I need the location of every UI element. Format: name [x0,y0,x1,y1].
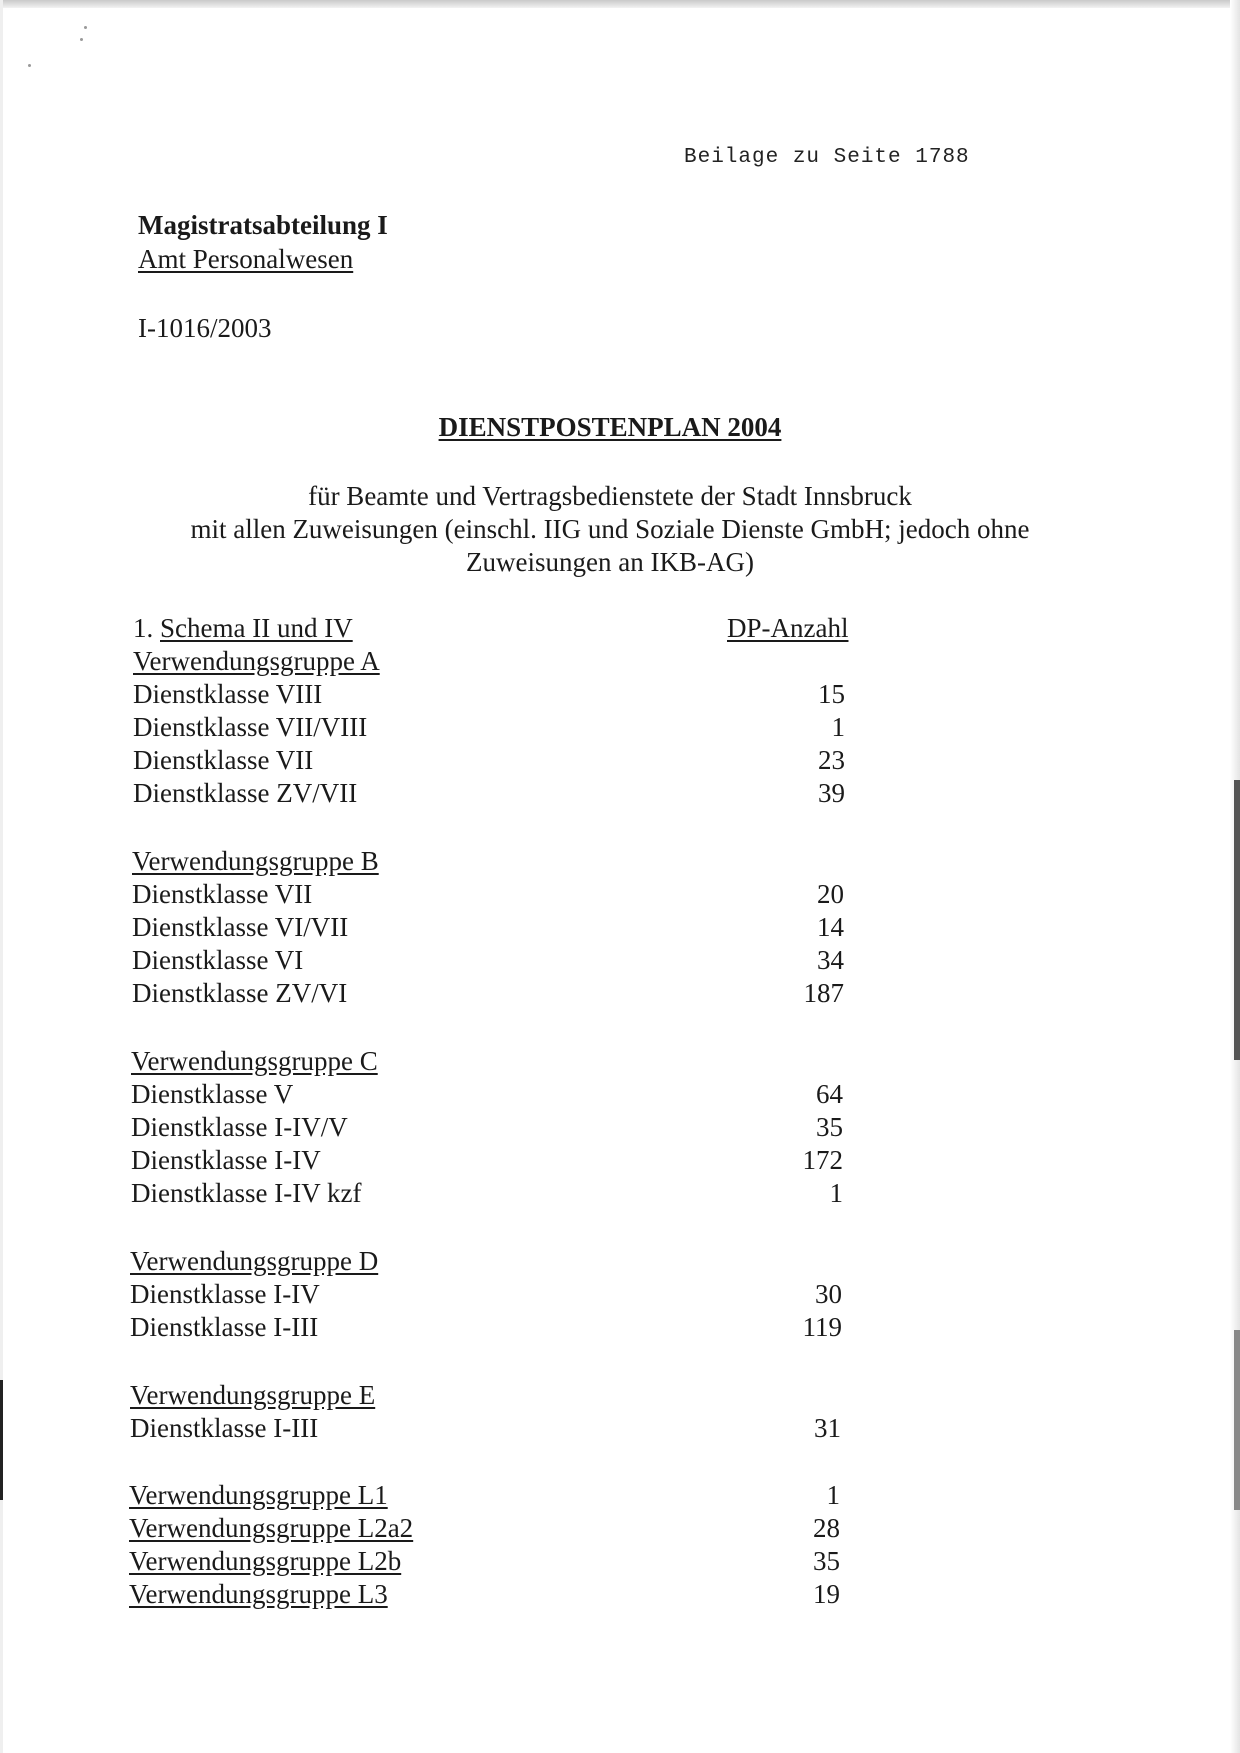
table-row [0,744,1240,777]
row-count: 35 [813,1546,840,1576]
group-heading [0,1379,1240,1412]
table-header-row [0,612,1240,645]
row-count: 14 [817,912,844,942]
dust-speck [28,64,31,67]
row-label: Dienstklasse I-III [130,1413,319,1443]
row-label: Dienstklasse VIII [133,679,323,709]
table-row [0,1111,1240,1144]
section-number: 1. [133,613,154,643]
row-label: Dienstklasse VII [133,745,314,775]
table-row [0,777,1240,810]
table-row [0,711,1240,744]
office-name: Amt Personalwesen [138,244,354,274]
table-row [0,1412,1240,1445]
table-row [0,1545,1240,1578]
row-label: Dienstklasse VII/VIII [133,712,368,742]
table-row [0,1278,1240,1311]
table-row [0,1479,1240,1512]
dust-speck [80,38,83,41]
row-label: Verwendungsgruppe L1 [129,1480,388,1510]
document-subtitle [0,480,1220,579]
section-title: Schema II und IV [160,613,353,643]
section-heading [133,612,353,645]
beilage-note: Beilage zu Seite 1788 [684,146,970,169]
row-count: 39 [818,778,845,808]
row-label: Dienstklasse VII [132,879,313,909]
row-count: 187 [803,978,844,1008]
table-row [0,1578,1240,1611]
row-count: 23 [818,745,845,775]
column-header-count: DP-Anzahl [727,613,849,643]
row-count: 34 [817,945,844,975]
row-count: 20 [817,879,844,909]
row-count: 19 [813,1579,840,1609]
table-row [0,1078,1240,1111]
table-row [0,977,1240,1010]
row-label: Dienstklasse ZV/VII [133,778,358,808]
row-label: Dienstklasse I-IV [130,1279,320,1309]
row-label: Dienstklasse ZV/VI [132,978,348,1008]
row-label: Verwendungsgruppe L3 [129,1579,388,1609]
group-name: Verwendungsgruppe C [131,1046,378,1076]
group-name: Verwendungsgruppe A [133,646,380,676]
row-label: Dienstklasse VI [132,945,304,975]
row-label: Dienstklasse I-IV kzf [131,1178,362,1208]
row-count: 28 [813,1513,840,1543]
table-row [0,878,1240,911]
document-title: DIENSTPOSTENPLAN 2004 [438,412,782,442]
row-count: 119 [802,1312,842,1342]
dust-speck [84,26,87,29]
group-name: Verwendungsgruppe B [132,846,379,876]
scan-edge-top [0,0,1240,8]
table-row [0,911,1240,944]
group-heading [0,1245,1240,1278]
table-row [0,1311,1240,1344]
row-count: 1 [829,1178,843,1208]
row-label: Dienstklasse I-III [130,1312,319,1342]
table-row [0,1177,1240,1210]
row-label: Dienstklasse I-IV/V [131,1112,348,1142]
row-label: Verwendungsgruppe L2a2 [129,1513,414,1543]
group-heading [0,1045,1240,1078]
subtitle-line: für Beamte und Vertragsbedienstete der Stadt Innsbruck [308,481,912,511]
table-row [0,1144,1240,1177]
table-row [0,1512,1240,1545]
row-count: 64 [816,1079,843,1109]
group-heading [0,645,1240,678]
row-label: Dienstklasse I-IV [131,1145,321,1175]
row-label: Dienstklasse V [131,1079,294,1109]
group-heading [0,845,1240,878]
subtitle-line: mit allen Zuweisungen (einschl. IIG und Soziale Dienste GmbH; jedoch ohne [190,514,1030,544]
group-name: Verwendungsgruppe E [130,1380,376,1410]
department-name: Magistratsabteilung I [138,210,388,240]
table-row [0,944,1240,977]
subtitle-line: Zuweisungen an IKB-AG) [466,547,754,577]
posts-table [0,612,1240,1722]
row-label: Verwendungsgruppe L2b [129,1546,402,1576]
row-count: 1 [831,712,845,742]
reference-number: I-1016/2003 [138,313,272,343]
row-count: 30 [815,1279,842,1309]
row-count: 172 [802,1145,843,1175]
group-name: Verwendungsgruppe D [130,1246,379,1276]
row-count: 31 [814,1413,841,1443]
table-row [0,678,1240,711]
row-count: 1 [826,1480,840,1510]
row-label: Dienstklasse VI/VII [132,912,349,942]
row-count: 35 [816,1112,843,1142]
row-count: 15 [818,679,845,709]
